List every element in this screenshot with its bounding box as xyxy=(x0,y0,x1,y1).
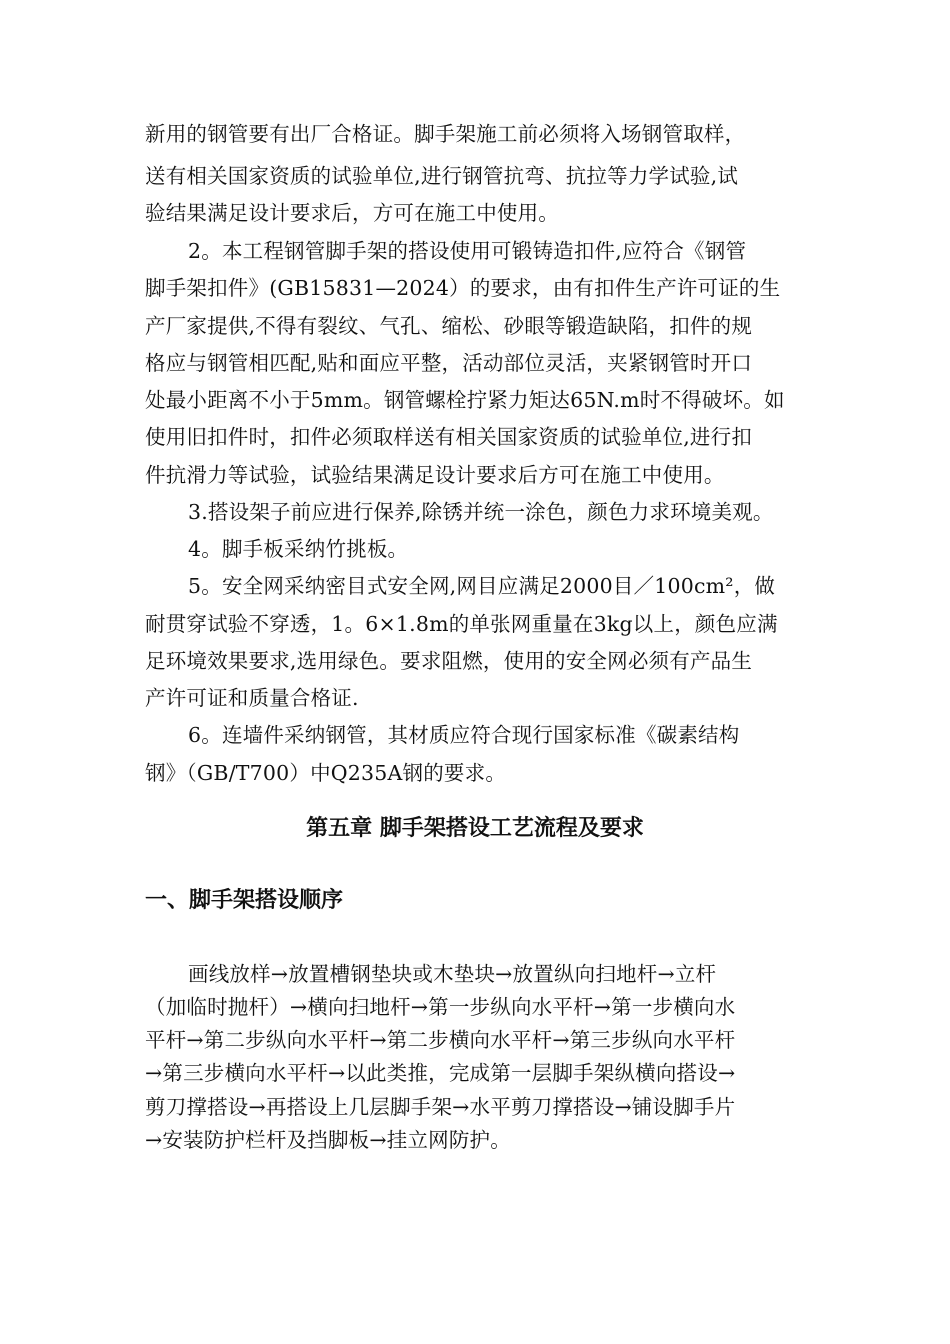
body-line: 脚手架扣件》(GB15831—2024）的要求，由有扣件生产许可证的生 xyxy=(145,276,781,300)
body-line: 格应与钢管相匹配,贴和面应平整，活动部位灵活，夹紧钢管时开口 xyxy=(145,351,753,375)
body-line: 足环境效果要求,选用绿色。要求阻燃，使用的安全网必须有产品生 xyxy=(145,649,753,673)
body-line: 3.搭设架子前应进行保养,除锈并统一涂色，颜色力求环境美观。 xyxy=(188,500,774,524)
body-line: 钢》（GB/T700）中Q235A钢的要求。 xyxy=(145,761,507,785)
chapter-title: 第五章 脚手架搭设工艺流程及要求 xyxy=(306,816,644,841)
sequence-line: 画线放样→放置槽钢垫块或木垫块→放置纵向扫地杆→立杆 xyxy=(188,962,717,986)
sequence-line: 剪刀撑搭设→再搭设上几层脚手架→水平剪刀撑搭设→铺设脚手片 xyxy=(145,1095,736,1119)
sequence-line: →第三步横向水平杆→以此类推，完成第一层脚手架纵横向搭设→ xyxy=(145,1061,736,1085)
body-line: 使用旧扣件时，扣件必须取样送有相关国家资质的试验单位,进行扣 xyxy=(145,425,753,449)
body-line: 处最小距离不小于5mm。钢管螺栓拧紧力矩达65N.m时不得破坏。如 xyxy=(145,388,785,412)
body-line: 2。本工程钢管脚手架的搭设使用可锻铸造扣件,应符合《钢管 xyxy=(188,239,747,263)
body-line: 6。连墙件采纳钢管，其材质应符合现行国家标准《碳素结构 xyxy=(188,723,740,747)
sequence-line: 平杆→第二步纵向水平杆→第二步横向水平杆→第三步纵向水平杆 xyxy=(145,1028,736,1052)
body-line: 产厂家提供,不得有裂纹、气孔、缩松、砂眼等锻造缺陷，扣件的规 xyxy=(145,314,753,338)
body-line: 产许可证和质量合格证. xyxy=(145,686,359,710)
body-line: 4。脚手板采纳竹挑板。 xyxy=(188,537,409,561)
body-line: 新用的钢管要有出厂合格证。脚手架施工前必须将入场钢管取样， xyxy=(145,122,746,146)
body-line: 件抗滑力等试验，试验结果满足设计要求后方可在施工中使用。 xyxy=(145,463,725,487)
sequence-line: →安装防护栏杆及挡脚板→挂立网防护。 xyxy=(145,1128,511,1152)
body-line: 5。安全网采纳密目式安全网,网目应满足2000目／100cm²，做 xyxy=(188,574,776,598)
section-title: 一、脚手架搭设顺序 xyxy=(145,888,344,913)
body-line: 验结果满足设计要求后，方可在施工中使用。 xyxy=(145,201,559,225)
sequence-line: （加临时抛杆）→横向扫地杆→第一步纵向水平杆→第一步横向水 xyxy=(145,995,736,1019)
body-line: 送有相关国家资质的试验单位,进行钢管抗弯、抗拉等力学试验,试 xyxy=(145,164,739,188)
body-line: 耐贯穿试验不穿透，1。6×1.8m的单张网重量在3kg以上，颜色应满 xyxy=(145,612,778,636)
